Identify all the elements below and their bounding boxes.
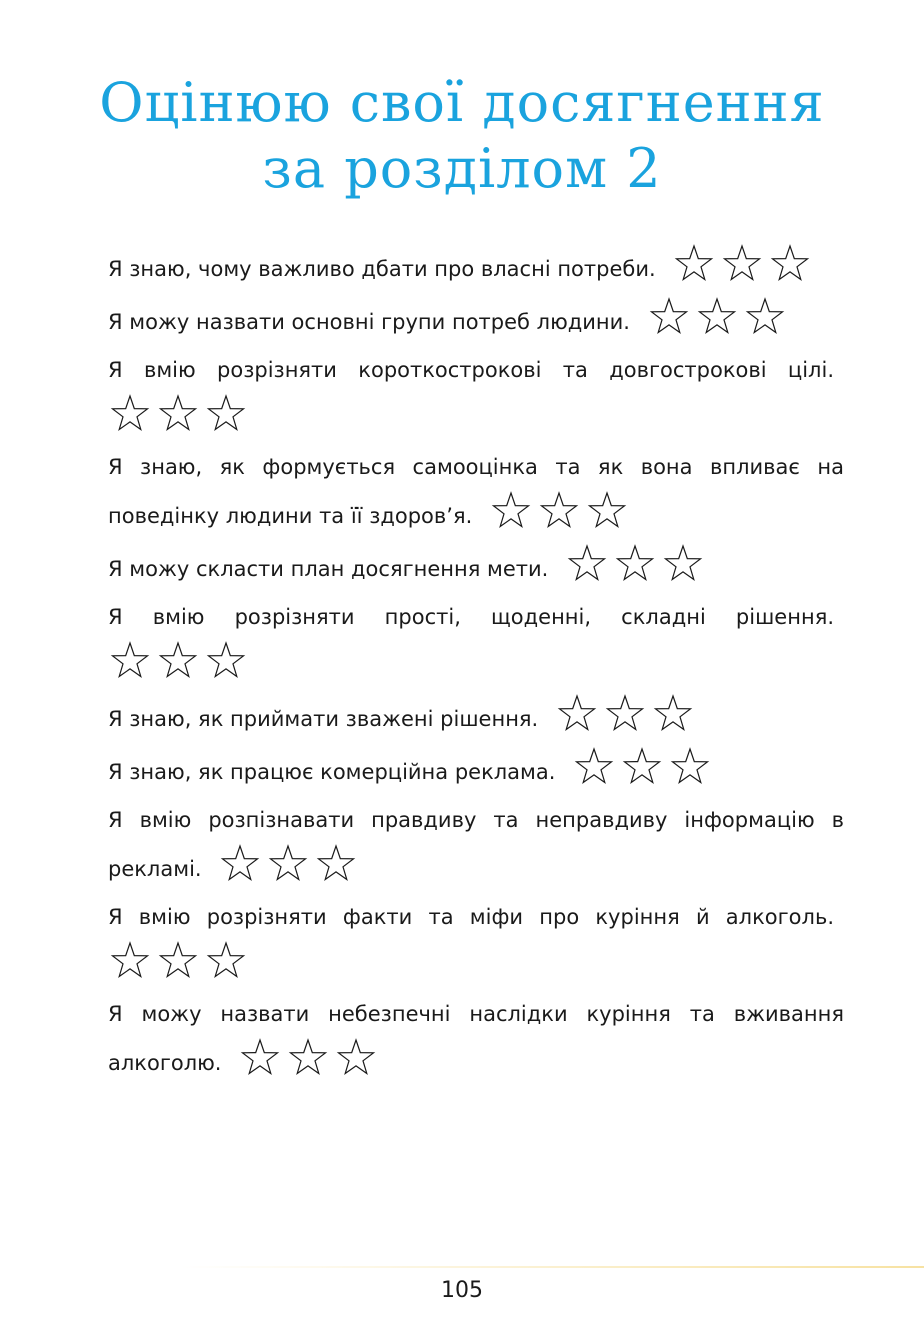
statement-text: Я знаю, чому важливо дбати про власні потреби. <box>108 257 656 281</box>
star-rating <box>672 242 816 295</box>
star-outline-icon[interactable] <box>647 295 691 339</box>
star-rating <box>108 639 252 692</box>
star-outline-icon[interactable] <box>156 639 200 683</box>
title-line-1: Оцінюю свої досягнення <box>99 71 825 134</box>
list-item <box>108 692 844 745</box>
statement-text: Я вмію розрізняти факти та міфи про куріння й алкоголь. <box>108 905 834 929</box>
list-item <box>108 595 844 692</box>
star-outline-icon[interactable] <box>555 692 599 736</box>
star-rating <box>572 745 716 798</box>
self-assessment-list <box>108 242 844 1089</box>
star-outline-icon[interactable] <box>108 639 152 683</box>
star-outline-icon[interactable] <box>720 242 764 286</box>
star-outline-icon[interactable] <box>314 842 358 886</box>
statement-text: Я вмію розпізнавати правдиву та неправдиву інформацію в рекламі. <box>108 808 844 881</box>
star-outline-icon[interactable] <box>108 392 152 436</box>
list-item <box>108 745 844 798</box>
statement-text: Я знаю, як працює комерційна реклама. <box>108 760 556 784</box>
star-outline-icon[interactable] <box>218 842 262 886</box>
star-outline-icon[interactable] <box>537 489 581 533</box>
list-item <box>108 242 844 295</box>
list-item <box>108 295 844 348</box>
star-rating <box>647 295 791 348</box>
star-outline-icon[interactable] <box>489 489 533 533</box>
star-outline-icon[interactable] <box>204 392 248 436</box>
star-rating <box>489 489 633 542</box>
star-outline-icon[interactable] <box>695 295 739 339</box>
star-outline-icon[interactable] <box>108 939 152 983</box>
star-outline-icon[interactable] <box>620 745 664 789</box>
star-outline-icon[interactable] <box>768 242 812 286</box>
footer-rule <box>180 1266 924 1268</box>
star-rating <box>565 542 709 595</box>
statement-text: Я можу назвати основні групи потреб людини. <box>108 310 630 334</box>
star-outline-icon[interactable] <box>204 639 248 683</box>
statement-text: Я можу скласти план досягнення мети. <box>108 557 549 581</box>
star-outline-icon[interactable] <box>651 692 695 736</box>
page-number: 105 <box>441 1278 483 1303</box>
star-outline-icon[interactable] <box>156 392 200 436</box>
star-rating <box>238 1036 382 1089</box>
star-outline-icon[interactable] <box>672 242 716 286</box>
star-outline-icon[interactable] <box>572 745 616 789</box>
statement-text: Я можу назвати небезпечні наслідки куріння та вживання алкоголю. <box>108 1002 844 1075</box>
statement-text: Я знаю, як формується самооцінка та як вона впливає на поведінку людини та її здоров’я. <box>108 455 844 528</box>
list-item <box>108 895 844 992</box>
title-line-2: за розділом 2 <box>262 137 662 200</box>
star-outline-icon[interactable] <box>743 295 787 339</box>
list-item <box>108 445 844 542</box>
statement-text: Я вмію розрізняти короткострокові та довгострокові цілі. <box>108 358 834 382</box>
star-rating <box>108 392 252 445</box>
star-outline-icon[interactable] <box>286 1036 330 1080</box>
star-rating <box>218 842 362 895</box>
statement-text: Я вмію розрізняти прості, щоденні, складні рішення. <box>108 605 834 629</box>
star-rating <box>108 939 252 992</box>
star-outline-icon[interactable] <box>668 745 712 789</box>
list-item <box>108 798 844 895</box>
list-item <box>108 992 844 1089</box>
statement-text: Я знаю, як приймати зважені рішення. <box>108 707 539 731</box>
star-outline-icon[interactable] <box>603 692 647 736</box>
star-outline-icon[interactable] <box>585 489 629 533</box>
star-outline-icon[interactable] <box>238 1036 282 1080</box>
star-outline-icon[interactable] <box>661 542 705 586</box>
page-title <box>0 70 924 202</box>
star-outline-icon[interactable] <box>565 542 609 586</box>
star-outline-icon[interactable] <box>204 939 248 983</box>
star-outline-icon[interactable] <box>266 842 310 886</box>
list-item <box>108 348 844 445</box>
star-outline-icon[interactable] <box>334 1036 378 1080</box>
star-outline-icon[interactable] <box>156 939 200 983</box>
star-outline-icon[interactable] <box>613 542 657 586</box>
list-item <box>108 542 844 595</box>
star-rating <box>555 692 699 745</box>
